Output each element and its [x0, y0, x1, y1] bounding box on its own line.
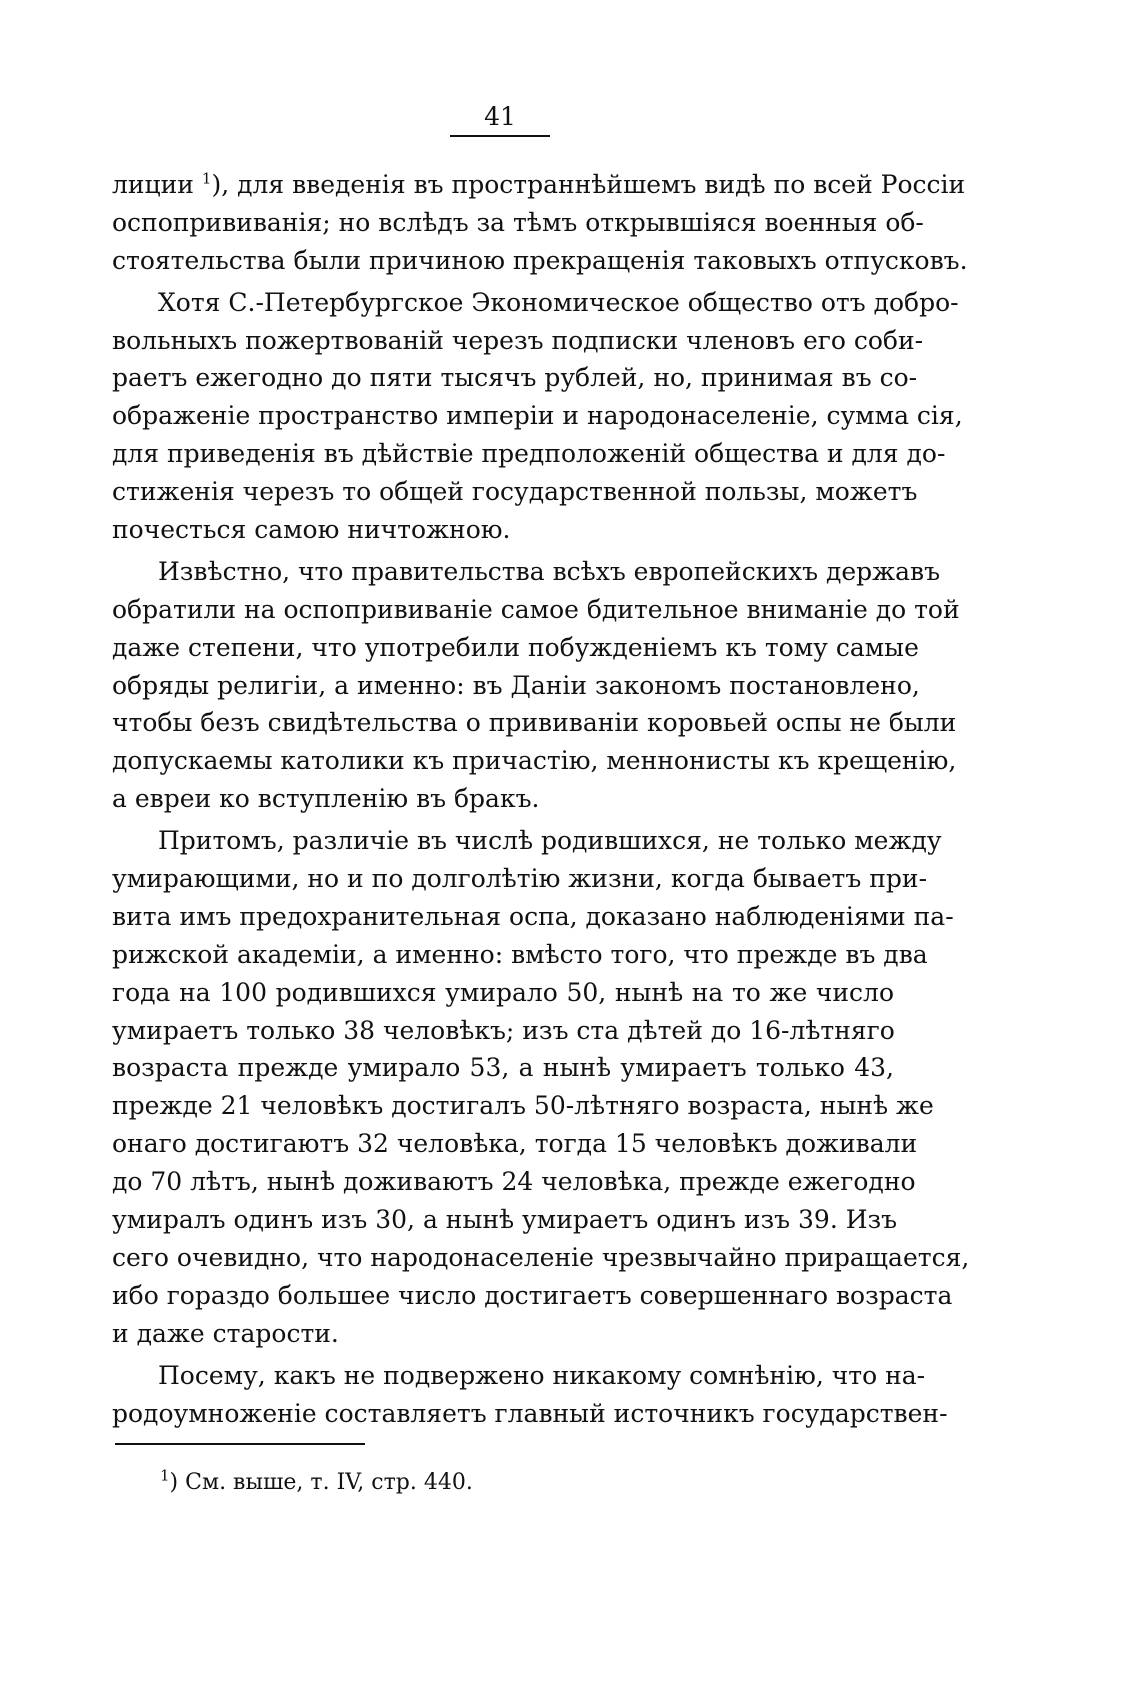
text-line: вита имъ предохранительная оспа, доказано наблюденіями па- [112, 901, 954, 931]
text-line: стиженія черезъ то общей государственной пользы, можетъ [112, 477, 918, 507]
text-line: даже степени, что употребили побужденіемъ къ тому самые [112, 632, 919, 662]
footnote-separator [115, 1443, 365, 1445]
text-line: года на 100 родившихся умирало 50, нынѣ на то же число [112, 977, 894, 1007]
text-line: умираетъ только 38 человѣкъ; изъ ста дѣтей до 16-лѣтняго [112, 1015, 895, 1045]
text-line: почесться самою ничтожною. [112, 515, 511, 545]
paragraph [112, 553, 960, 818]
text-line: Извѣстно, что правительства всѣхъ европейскихъ державъ [158, 556, 941, 586]
text-line: Посему, какъ не подвержено никакому сомнѣнію, что на- [158, 1360, 926, 1390]
text-line: Хотя С.-Петербургское Экономическое общество отъ добро- [158, 287, 959, 317]
text-line: оспопрививанія; но вслѣдъ за тѣмъ открывшіяся военныя об- [112, 207, 924, 237]
text-line: чтобы безъ свидѣтельства о прививаніи коровьей оспы не были [112, 708, 957, 738]
paragraph [112, 1357, 948, 1433]
text-line: сего очевидно, что народонаселеніе чрезвычайно приращается, [112, 1242, 970, 1272]
text-line: раетъ ежегодно до пяти тысячъ рублей, но, принимая въ со- [112, 363, 918, 393]
text-line: прежде 21 человѣкъ достигалъ 50-лѣтняго возраста, нынѣ же [112, 1091, 934, 1121]
page-number-underline [450, 135, 550, 137]
text-line: онаго достигаютъ 32 человѣка, тогда 15 человѣкъ доживали [112, 1129, 918, 1159]
text-line: возраста прежде умирало 53, а нынѣ умираетъ только 43, [112, 1053, 894, 1083]
text-line: до 70 лѣтъ, нынѣ доживаютъ 24 человѣка, прежде ежегодно [112, 1167, 916, 1197]
text-line: родоумноженіе составляетъ главный источникъ государствен- [112, 1398, 948, 1428]
footnote [160, 1468, 760, 1498]
text-line: а евреи ко вступленію въ бракъ. [112, 784, 540, 814]
page-number: 41 [484, 102, 516, 131]
text-line: ибо гораздо большее число достигаетъ совершеннаго возраста [112, 1280, 953, 1310]
text-line: для приведенія въ дѣйствіе предположеній общества и для до- [112, 439, 946, 469]
text-line: обряды религіи, а именно: въ Даніи закономъ постановлено, [112, 670, 920, 700]
paragraph [112, 284, 963, 549]
text-line [112, 166, 966, 204]
text-line: умиралъ одинъ изъ 30, а нынѣ умираетъ одинъ изъ 39. Изъ [112, 1205, 898, 1235]
text-line: Притомъ, различіе въ числѣ родившихся, не только между [158, 826, 942, 856]
text-segment: ), для введенія въ пространнѣйшемъ видѣ по всей Россіи [211, 170, 966, 199]
text-line: вольныхъ пожертвованій черезъ подписки членовъ его соби- [112, 325, 924, 355]
text-line: стоятельства были причиною прекращенія таковыхъ отпусковъ. [112, 245, 968, 275]
text-line: ображеніе пространство имперіи и народонаселеніе, сумма сія, [112, 401, 963, 431]
text-line: рижской академіи, а именно: вмѣсто того, что прежде въ два [112, 939, 928, 969]
text-line: и даже старости. [112, 1318, 339, 1348]
paragraph [112, 822, 970, 1352]
text-line: обратили на оспопрививаніе самое бдительное вниманіе до той [112, 594, 960, 624]
footnote-text: ) См. выше, т. IV, стр. 440. [169, 1470, 473, 1495]
text-line: умирающими, но и по долголѣтію жизни, когда бываетъ при- [112, 864, 928, 894]
text-line: допускаемы католики къ причастію, меннонисты къ крещенію, [112, 746, 957, 776]
footnote-reference: 1 [201, 169, 212, 188]
paragraph [112, 166, 968, 280]
body-text [112, 166, 970, 1436]
footnote-marker: 1 [160, 1466, 170, 1485]
text-segment: лиции [112, 170, 202, 199]
